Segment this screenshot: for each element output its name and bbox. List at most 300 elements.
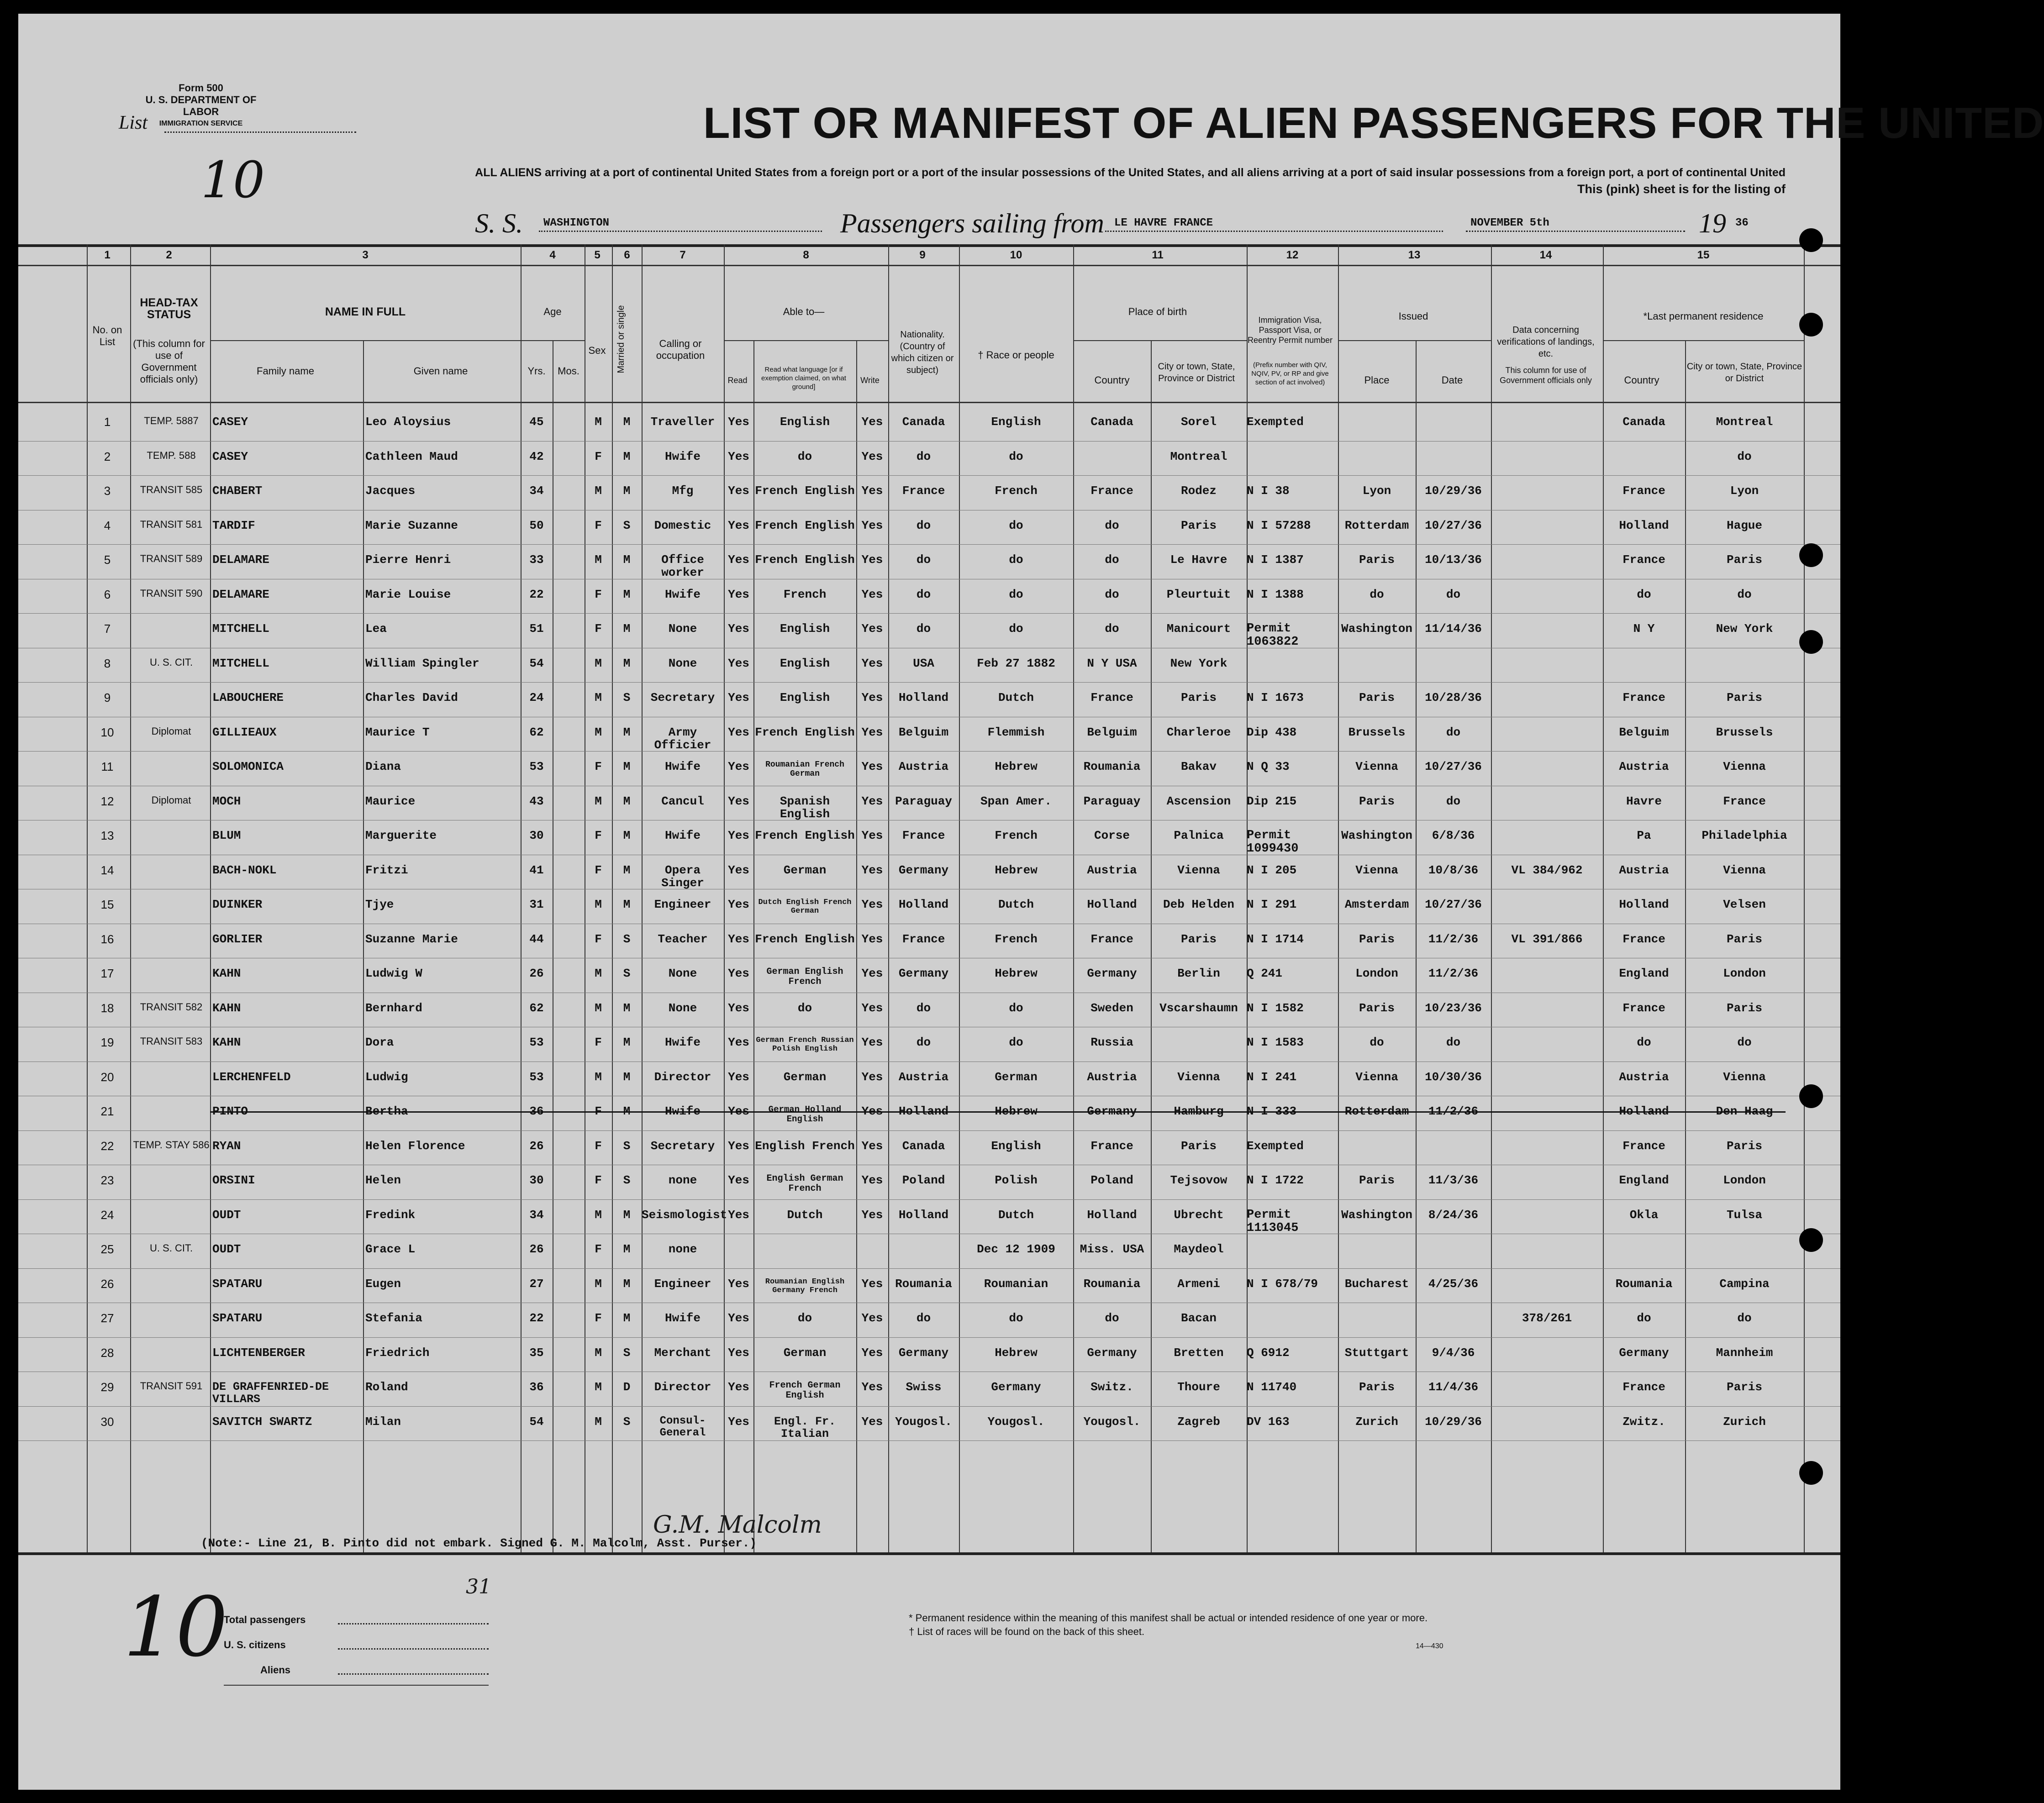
cell-read: Yes bbox=[728, 484, 749, 498]
cell-idate: 11/2/36 bbox=[1428, 967, 1479, 980]
cell-occ: Merchant bbox=[654, 1346, 711, 1360]
cell-write: Yes bbox=[861, 794, 883, 808]
cell-rcountry: Havre bbox=[1626, 794, 1662, 808]
table-row bbox=[18, 1406, 1840, 1441]
cell-race: do bbox=[1009, 553, 1023, 567]
cell-no: 9 bbox=[104, 691, 111, 704]
cell-family: DE GRAFFENRIED-DE VILLARS bbox=[212, 1380, 329, 1406]
cell-race: German bbox=[995, 1070, 1038, 1084]
cell-visa: N 11740 bbox=[1247, 1380, 1297, 1394]
cell-visa: Dip 215 bbox=[1247, 794, 1297, 808]
cell-family: LICHTENBERGER bbox=[212, 1346, 305, 1360]
cell-race: Polish bbox=[995, 1173, 1038, 1187]
hdr-issued-place: Place bbox=[1364, 374, 1390, 386]
subheader-rule bbox=[210, 340, 521, 341]
cell-visa: Permit 1099430 bbox=[1247, 829, 1299, 856]
cell-rcity: Mannheim bbox=[1716, 1346, 1773, 1360]
cell-sex: F bbox=[595, 1104, 602, 1118]
cell-read: Yes bbox=[728, 691, 749, 704]
cell-visa: Exempted bbox=[1247, 1139, 1304, 1153]
cell-yrs: 30 bbox=[529, 829, 544, 842]
cell-rcountry: Holland bbox=[1619, 518, 1669, 532]
cell-write: Yes bbox=[861, 1070, 883, 1084]
cell-bcountry: France bbox=[1090, 484, 1133, 498]
cell-rcity: Montreal bbox=[1716, 415, 1773, 429]
cell-given: Ludwig bbox=[365, 1070, 408, 1084]
cell-yrs: 27 bbox=[529, 1277, 544, 1291]
cell-given: Bernhard bbox=[365, 1001, 422, 1015]
cell-race: Germany bbox=[991, 1380, 1041, 1394]
cell-given: Helen Florence bbox=[365, 1139, 465, 1153]
cell-no: 11 bbox=[101, 760, 114, 773]
cell-ms: M bbox=[623, 760, 631, 773]
cell-lang: French English bbox=[755, 932, 855, 946]
cell-lang: French German English bbox=[769, 1380, 841, 1401]
cell-yrs: 62 bbox=[529, 1001, 544, 1015]
cell-rcity: Paris bbox=[1726, 1139, 1762, 1153]
cell-status: TRANSIT 582 bbox=[140, 1001, 203, 1013]
handwritten-total: 31 bbox=[466, 1575, 491, 1598]
cell-lang: Dutch English French German bbox=[758, 898, 852, 915]
cell-given: Ludwig W bbox=[365, 967, 422, 980]
cell-rcity: Paris bbox=[1726, 553, 1762, 567]
footnote-races: † List of races will be found on the back of this sheet. bbox=[909, 1626, 1145, 1637]
cell-rcountry: France bbox=[1623, 553, 1665, 567]
hdr-calling: Calling or occupation bbox=[656, 338, 705, 361]
cell-bcity: Bretten bbox=[1174, 1346, 1224, 1360]
cell-write: Yes bbox=[861, 760, 883, 773]
cell-write: Yes bbox=[861, 967, 883, 980]
cell-visa: N I 241 bbox=[1247, 1070, 1297, 1084]
cell-lang: German bbox=[783, 863, 827, 877]
cell-iplace: Paris bbox=[1359, 1001, 1395, 1015]
cell-visa: N I 1722 bbox=[1247, 1173, 1304, 1187]
cell-yrs: 22 bbox=[529, 1311, 544, 1325]
cell-family: MITCHELL bbox=[212, 622, 269, 636]
cell-ms: M bbox=[623, 1001, 631, 1015]
table-top-rule bbox=[18, 244, 1840, 247]
cell-iplace: Vienna bbox=[1355, 1070, 1398, 1084]
cell-idate: 10/29/36 bbox=[1425, 484, 1482, 498]
form-code: 14—430 bbox=[1416, 1642, 1443, 1650]
cell-idate: 10/30/36 bbox=[1425, 1070, 1482, 1084]
hdr-mos: Mos. bbox=[558, 365, 579, 377]
table-row bbox=[18, 475, 1840, 510]
list-dotted-line bbox=[164, 131, 356, 133]
cell-yrs: 41 bbox=[529, 863, 544, 877]
hdr-name-in-full: NAME IN FULL bbox=[325, 305, 406, 318]
cell-iplace: Lyon bbox=[1362, 484, 1391, 498]
hdr-head-tax-note: (This column for use of Government officials only) bbox=[133, 338, 205, 385]
hdr-res-city: City or town, State, Province or District bbox=[1686, 362, 1802, 384]
cell-visa: Q 6912 bbox=[1247, 1346, 1290, 1360]
cell-idate: 4/25/36 bbox=[1428, 1277, 1479, 1291]
cell-race: English bbox=[991, 1139, 1041, 1153]
cell-rcity: New York bbox=[1716, 622, 1773, 636]
cell-rcountry: France bbox=[1623, 1380, 1665, 1394]
table-row bbox=[18, 1027, 1840, 1062]
cell-sex: M bbox=[595, 656, 602, 670]
cell-occ: Seismologist bbox=[642, 1208, 727, 1222]
cell-sex: F bbox=[595, 932, 602, 946]
cell-bcity: Paris bbox=[1180, 518, 1217, 532]
cell-ms: M bbox=[623, 898, 631, 911]
cell-read: Yes bbox=[728, 1139, 749, 1153]
cell-rcity: Den Haag bbox=[1716, 1104, 1773, 1118]
cell-bcity: Bakav bbox=[1180, 760, 1217, 773]
cell-ms: M bbox=[623, 415, 631, 429]
cell-sex: M bbox=[595, 898, 602, 911]
cell-idate: 10/27/36 bbox=[1425, 760, 1482, 773]
cell-ms: M bbox=[623, 1311, 631, 1325]
cell-sex: F bbox=[595, 449, 602, 463]
total-passengers-line bbox=[338, 1623, 489, 1624]
cell-bcity: Tejsovow bbox=[1170, 1173, 1227, 1187]
cell-occ: Teacher bbox=[658, 932, 708, 946]
handwritten-big-number: 10 bbox=[123, 1580, 228, 1675]
cell-visa: N Q 33 bbox=[1247, 760, 1290, 773]
cell-lang: English bbox=[780, 622, 830, 636]
hdr-married: Married or single bbox=[616, 305, 626, 373]
cell-ms: M bbox=[623, 1070, 631, 1084]
cell-iplace: Washington bbox=[1341, 829, 1413, 842]
cell-idate: do bbox=[1446, 1036, 1461, 1049]
cell-write: Yes bbox=[861, 1173, 883, 1187]
hdr-birth-city: City or town, State, Province or District bbox=[1158, 362, 1235, 384]
cell-race: do bbox=[1009, 449, 1023, 463]
cell-rcountry: Roumania bbox=[1615, 1277, 1673, 1291]
cell-family: CASEY bbox=[212, 415, 248, 429]
cell-given: Bertha bbox=[365, 1104, 408, 1118]
cell-bcity: Ubrecht bbox=[1174, 1208, 1224, 1222]
hdr-write: Write bbox=[860, 376, 880, 385]
cell-iplace: Washington bbox=[1341, 622, 1413, 636]
cell-family: PINTO bbox=[212, 1104, 248, 1118]
cell-rcity: Vienna bbox=[1723, 863, 1766, 877]
cell-bcountry: Belguim bbox=[1087, 725, 1137, 739]
cell-visa: N I 1583 bbox=[1247, 1036, 1304, 1049]
table-row bbox=[18, 786, 1840, 821]
cell-bcity: Manicourt bbox=[1166, 622, 1231, 636]
cell-write: Yes bbox=[861, 1139, 883, 1153]
cell-write: Yes bbox=[861, 1104, 883, 1118]
table-row bbox=[18, 855, 1840, 890]
cell-yrs: 51 bbox=[529, 622, 544, 636]
cell-sex: F bbox=[595, 1242, 602, 1256]
subheader-rule bbox=[521, 340, 585, 341]
cell-iplace: Stuttgart bbox=[1344, 1346, 1409, 1360]
table-row bbox=[18, 1096, 1840, 1131]
cell-read: Yes bbox=[728, 1070, 749, 1084]
column-number: 15 bbox=[1697, 249, 1710, 261]
cell-lang: English bbox=[780, 691, 830, 704]
cell-nat: Austria bbox=[898, 760, 949, 773]
cell-rcountry: France bbox=[1623, 1001, 1665, 1015]
table-row bbox=[18, 1372, 1840, 1407]
cell-no: 1 bbox=[104, 415, 111, 429]
cell-nat: France bbox=[902, 484, 945, 498]
cell-rcity: do bbox=[1737, 449, 1752, 463]
cell-rcity: Campina bbox=[1719, 1277, 1770, 1291]
subtitle-line-1: ALL ALIENS arriving at a port of continental United States from a foreign port or a port of the insular possessions of the United States, and all aliens arriving at a port of said insular possessions from a foreign port, a port of continental United bbox=[475, 166, 1786, 179]
cell-bcountry: Switz. bbox=[1090, 1380, 1133, 1394]
cell-no: 19 bbox=[100, 1036, 114, 1049]
cell-bcity: Bacan bbox=[1180, 1311, 1217, 1325]
cell-iplace: Rotterdam bbox=[1344, 1104, 1409, 1118]
hdr-sex: Sex bbox=[588, 345, 606, 356]
column-number: 14 bbox=[1539, 249, 1552, 261]
cell-rcity: Paris bbox=[1726, 691, 1762, 704]
cell-family: OUDT bbox=[212, 1242, 241, 1256]
cell-given: Lea bbox=[365, 622, 387, 636]
cell-occ: Engineer bbox=[654, 898, 711, 911]
cell-race: do bbox=[1009, 622, 1023, 636]
binder-hole bbox=[1799, 630, 1823, 654]
cell-bcity: Berlin bbox=[1177, 967, 1220, 980]
cell-visa: Dip 438 bbox=[1247, 725, 1297, 739]
cell-bcountry: Germany bbox=[1087, 967, 1137, 980]
cell-family: SAVITCH SWARTZ bbox=[212, 1414, 312, 1429]
cell-idate: 10/27/36 bbox=[1425, 518, 1482, 532]
cell-yrs: 44 bbox=[529, 932, 544, 946]
port-line bbox=[1105, 231, 1443, 232]
cell-given: Milan bbox=[365, 1414, 401, 1429]
cell-read: Yes bbox=[728, 587, 749, 601]
cell-lang: English bbox=[780, 415, 830, 429]
cell-bcountry: do bbox=[1105, 587, 1119, 601]
cell-occ: Office worker bbox=[661, 553, 704, 579]
page-title: LIST OR MANIFEST OF ALIEN PASSENGERS FOR THE UNITED bbox=[703, 99, 2044, 147]
cell-rcountry: France bbox=[1623, 484, 1665, 498]
cell-visa: N I 678/79 bbox=[1247, 1277, 1318, 1291]
cell-visa: DV 163 bbox=[1247, 1414, 1290, 1429]
cell-visa: N I 1388 bbox=[1247, 587, 1304, 601]
port-name: LE HAVRE FRANCE bbox=[1114, 217, 1213, 229]
cell-bcountry: Miss. USA bbox=[1080, 1242, 1144, 1256]
cell-iplace: Brussels bbox=[1348, 725, 1406, 739]
cell-read: Yes bbox=[728, 656, 749, 670]
cell-sex: M bbox=[595, 691, 602, 704]
cell-occ: None bbox=[668, 656, 697, 670]
cell-yrs: 62 bbox=[529, 725, 544, 739]
cell-write: Yes bbox=[861, 518, 883, 532]
cell-given: Jacques bbox=[365, 484, 416, 498]
table-row bbox=[18, 682, 1840, 717]
cell-bcity: Le Havre bbox=[1170, 553, 1227, 567]
cell-nat: Yougosl. bbox=[895, 1414, 952, 1429]
cell-sex: F bbox=[595, 760, 602, 773]
cell-sex: F bbox=[595, 1139, 602, 1153]
cell-race: Feb 27 1882 bbox=[977, 656, 1055, 670]
hdr-read: Read bbox=[727, 376, 748, 385]
cell-yrs: 35 bbox=[529, 1346, 544, 1360]
cell-yrs: 36 bbox=[529, 1380, 544, 1394]
cell-given: Grace L bbox=[365, 1242, 416, 1256]
cell-status: TRANSIT 583 bbox=[140, 1036, 203, 1047]
cell-read: Yes bbox=[728, 760, 749, 773]
cell-nat: Poland bbox=[902, 1173, 945, 1187]
cell-idate: 10/29/36 bbox=[1425, 1414, 1482, 1429]
cell-rcountry: England bbox=[1619, 967, 1669, 980]
cell-visa: N I 57288 bbox=[1247, 518, 1311, 532]
cell-read: Yes bbox=[728, 1173, 749, 1187]
subtitle-line-2: This (pink) sheet is for the listing of bbox=[1577, 182, 1786, 196]
cell-lang: Roumanian French German bbox=[765, 760, 844, 778]
cell-lang: French English bbox=[755, 829, 855, 842]
cell-occ: Traveller bbox=[650, 415, 715, 429]
cell-rcity: London bbox=[1723, 1173, 1766, 1187]
cell-iplace: London bbox=[1355, 967, 1398, 980]
cell-nat: do bbox=[916, 1036, 931, 1049]
cell-rcity: Vienna bbox=[1723, 1070, 1766, 1084]
cell-no: 7 bbox=[104, 622, 111, 636]
cell-race: Hebrew bbox=[995, 760, 1038, 773]
cell-rcity: France bbox=[1723, 794, 1766, 808]
cell-read: Yes bbox=[728, 932, 749, 946]
hdr-residence: *Last permanent residence bbox=[1643, 310, 1764, 322]
hdr-given-name: Given name bbox=[413, 365, 468, 377]
cell-bcity: Armeni bbox=[1177, 1277, 1220, 1291]
footer-underline bbox=[224, 1685, 489, 1686]
table-row bbox=[18, 579, 1840, 614]
cell-occ: Hwife bbox=[664, 449, 701, 463]
column-number: 12 bbox=[1286, 249, 1299, 261]
cell-status: TRANSIT 581 bbox=[140, 518, 203, 530]
cell-yrs: 26 bbox=[529, 1139, 544, 1153]
cell-nat: France bbox=[902, 829, 945, 842]
cell-race: Dutch bbox=[998, 691, 1034, 704]
cell-nat: Holland bbox=[898, 1208, 949, 1222]
cell-rcity: Vienna bbox=[1723, 760, 1766, 773]
cell-bcountry: Holland bbox=[1087, 898, 1137, 911]
cell-no: 16 bbox=[100, 932, 114, 946]
cell-read: Yes bbox=[728, 967, 749, 980]
cell-bcountry: Roumania bbox=[1083, 760, 1141, 773]
cell-lang: do bbox=[797, 449, 812, 463]
cell-given: Leo Aloysius bbox=[365, 415, 451, 429]
cell-family: SOLOMONICA bbox=[212, 760, 284, 773]
column-number: 3 bbox=[362, 249, 369, 261]
cell-rcountry: Holland bbox=[1619, 1104, 1669, 1118]
cell-rcity: London bbox=[1723, 967, 1766, 980]
cell-bcountry: do bbox=[1105, 1311, 1119, 1325]
table-row bbox=[18, 648, 1840, 683]
hdr-family-name: Family name bbox=[257, 365, 314, 377]
table-row bbox=[18, 1165, 1840, 1200]
cell-sex: M bbox=[595, 1414, 602, 1429]
list-label: List bbox=[119, 112, 148, 133]
row-strikethrough bbox=[210, 1111, 1786, 1113]
cell-read: Yes bbox=[728, 553, 749, 567]
hdr-issued-date: Date bbox=[1441, 374, 1463, 386]
cell-sex: F bbox=[595, 1311, 602, 1325]
total-passengers-label: Total passengers bbox=[224, 1614, 306, 1625]
cell-yrs: 54 bbox=[529, 1414, 544, 1429]
cell-write: Yes bbox=[861, 1036, 883, 1049]
cell-family: KAHN bbox=[212, 1036, 241, 1049]
cell-write: Yes bbox=[861, 587, 883, 601]
cell-given: Eugen bbox=[365, 1277, 401, 1291]
cell-write: Yes bbox=[861, 863, 883, 877]
cell-occ: None bbox=[668, 1001, 697, 1015]
cell-rcity: Zurich bbox=[1723, 1414, 1766, 1429]
cell-occ: Hwife bbox=[664, 1104, 701, 1118]
cell-occ: Domestic bbox=[654, 518, 711, 532]
cell-no: 12 bbox=[100, 794, 114, 808]
cell-nat: Canada bbox=[902, 1139, 945, 1153]
cell-nat: Swiss bbox=[906, 1380, 942, 1394]
cell-family: SPATARU bbox=[212, 1277, 263, 1291]
cell-occ: Secretary bbox=[650, 691, 715, 704]
cell-bcountry: Sweden bbox=[1090, 1001, 1133, 1015]
cell-occ: Consul-General bbox=[659, 1414, 706, 1439]
cell-read: Yes bbox=[728, 415, 749, 429]
cell-family: GILLIEAUX bbox=[212, 725, 277, 739]
cell-race: Dutch bbox=[998, 898, 1034, 911]
cell-write: Yes bbox=[861, 725, 883, 739]
cell-bcity: Sorel bbox=[1180, 415, 1217, 429]
cell-race: do bbox=[1009, 1001, 1023, 1015]
cell-race: Hebrew bbox=[995, 1104, 1038, 1118]
column-number: 9 bbox=[919, 249, 926, 261]
cell-rcountry: England bbox=[1619, 1173, 1669, 1187]
cell-visa: Q 241 bbox=[1247, 967, 1283, 980]
table-row bbox=[18, 924, 1840, 959]
department-name: U. S. DEPARTMENT OF LABOR bbox=[145, 94, 257, 117]
year-prefix: 19 bbox=[1699, 208, 1726, 238]
cell-rcity: Paris bbox=[1726, 932, 1762, 946]
cell-status: TEMP. 5887 bbox=[144, 415, 199, 426]
cell-read: Yes bbox=[728, 898, 749, 911]
cell-read: Yes bbox=[728, 1001, 749, 1015]
cell-occ: Hwife bbox=[664, 587, 701, 601]
cell-rcity: Philadelphia bbox=[1702, 829, 1787, 842]
table-row bbox=[18, 1268, 1840, 1304]
cell-yrs: 22 bbox=[529, 587, 544, 601]
cell-ms: S bbox=[623, 1414, 631, 1429]
cell-occ: Army Officier bbox=[654, 725, 711, 752]
cell-idate: 10/13/36 bbox=[1425, 553, 1482, 567]
cell-occ: Hwife bbox=[664, 1311, 701, 1325]
table-row bbox=[18, 1062, 1840, 1097]
cell-race: do bbox=[1009, 1036, 1023, 1049]
cell-write: Yes bbox=[861, 1311, 883, 1325]
table-row bbox=[18, 958, 1840, 993]
cell-iplace: Vienna bbox=[1355, 760, 1398, 773]
cell-idate: 11/14/36 bbox=[1425, 622, 1482, 636]
handwritten-list-number: 10 bbox=[201, 151, 265, 209]
cell-lang: Dutch bbox=[787, 1208, 823, 1222]
cell-nat: do bbox=[916, 1001, 931, 1015]
cell-rcity: Velsen bbox=[1723, 898, 1766, 911]
cell-sex: F bbox=[595, 587, 602, 601]
cell-no: 25 bbox=[100, 1242, 114, 1256]
hdr-place-of-birth: Place of birth bbox=[1128, 306, 1187, 317]
cell-no: 5 bbox=[104, 553, 111, 567]
cell-given: Fredink bbox=[365, 1208, 416, 1222]
table-bottom-rule bbox=[18, 1552, 1840, 1555]
hdr-read-lang: Read what language [or if exemption claimed, on what ground] bbox=[761, 366, 846, 391]
hdr-no-on-list: No. on List bbox=[92, 324, 122, 347]
cell-sex: M bbox=[595, 1380, 602, 1394]
cell-no: 18 bbox=[100, 1001, 114, 1015]
cell-write: Yes bbox=[861, 449, 883, 463]
cell-given: Fritzi bbox=[365, 863, 408, 877]
cell-bcountry: Austria bbox=[1087, 1070, 1137, 1084]
cell-iplace: Zurich bbox=[1355, 1414, 1398, 1429]
cell-iplace: do bbox=[1370, 587, 1384, 601]
cell-nat: Austria bbox=[898, 1070, 949, 1084]
